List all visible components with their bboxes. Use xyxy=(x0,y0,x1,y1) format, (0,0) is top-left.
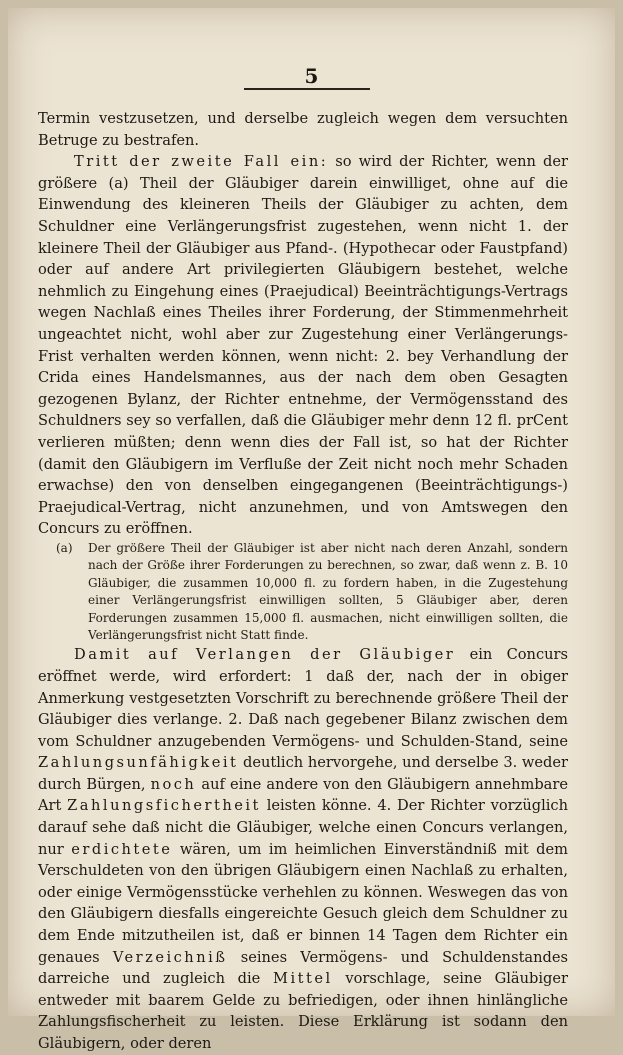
paragraph-1: Termin vestzusetzen, und derselbe zugleich wegen dem versuchten Betruge zu bestrafen. xyxy=(38,110,568,149)
paragraph-3-part-d: leisten könne. 4. Der Richter vorzüglich darauf sehe daß nicht die Gläubiger, welche einen Concurs verlangen, nur xyxy=(38,797,568,858)
term-zahlungssicherheit: Zahlungsfichertheit xyxy=(67,797,261,815)
paragraph-2-text: so wird der Richter, wenn der größere (a) Theil der Gläubiger darein einwilliget, ohne auf die Einwendung des kleineren Theils der Gläubiger zu achten, dem Schuldner eine Verlängerungsfrist zugestehen, wenn nicht 1. der kleinere Theil der Gläubiger aus Pfand-. (Hypothecar oder Faustpfand) oder auf andere Art privilegierten Gläubigern bestehet, welche nehmlich zu Eingehung eines (Praejudical) Beeinträchtigungs-Vertrags wegen Nachlaß eines Theiles ihrer Forderung, der Stimmenmehrheit ungeachtet nicht, wohl aber zur Zugestehung einer Verlängerungs-Frist verhalten werden können, wenn nicht: 2. bey Verhandlung der Crida eines Handelsmannes, aus der nach dem oben Gesagten gezogenen Bylanz, der Richter entnehme, der Vermögensstand des Schuldners sey so verfallen, daß die Gläubiger mehr denn 12 fl. prCent verlieren müßten; denn wenn dies der Fall ist, so hat der Richter (damit den Gläubigern im Verfluße der Zeit nicht noch mehr Schaden erwachse) den von denselben eingegangenen (Beeinträchtigungs-) Praejudical-Vertrag, nicht anzunehmen, und von Amtswegen den Concurs zu eröffnen. xyxy=(38,153,568,538)
paragraph-2 xyxy=(38,151,568,540)
paragraph-3-part-c: auf eine andere von den Gläubigern annehmbare Art xyxy=(38,775,568,815)
paragraph-3-part-g: vorschlage, seine Gläubiger entweder mit baarem Gelde zu befriedigen, oder ihnen hinlängliche Zahlungsfischerheit zu leisten. Diese Erklärung ist sodann den Gläubigern, oder deren xyxy=(38,970,568,1052)
paragraph-3-part-b: deutlich hervorgehe, und derselbe 3. weder durch Bürgen, xyxy=(38,754,568,793)
footnote xyxy=(38,540,568,644)
paragraph-3-lead: Damit auf Verlangen der Gläubiger xyxy=(74,646,456,664)
header-rule xyxy=(244,88,370,90)
paragraph-2-lead: Tritt der zweite Fall ein: xyxy=(74,153,329,171)
body-text xyxy=(38,108,568,1055)
term-zahlungsunfaehigkeit: Zahlungsunfähigkeit xyxy=(38,754,239,772)
paragraph-3-part-e: wären, um im heimlichen Einverständniß mit dem Verschuldeten von den übrigen Gläubigern einen Nachlaß zu erhalten, oder einige Vermögensstücke verhehlen zu können. Weswegen das von den Gläubigern diesfalls eingereichte Gesuch gleich dem Schuldner zu dem Ende mitzutheilen ist, daß er binnen 14 Tagen dem Richter ein genaues xyxy=(38,840,569,966)
paragraph-3-part-f: seines Vermögens- und Schuldenstandes darreiche und zugleich die xyxy=(38,948,569,988)
book-page xyxy=(8,8,615,1052)
page-number: 5 xyxy=(304,64,319,88)
footnote-text: Der größere Theil der Gläubiger ist aber nicht nach deren Anzahl, sondern nach der Größe ihrer Forderungen zu berechnen, so zwar, daß wenn z. B. 10 Gläubiger, die zusammen 10,000 fl. zu fordern haben, in die Zugestehung einer Verlängerungsfrist einwilligen sollten, 5 Gläubiger aber, deren Forderungen zusammen 15,000 fl. ausmachen, nicht einwilligen sollten, die Verlängerungsfrist nicht Statt finde. xyxy=(88,540,568,642)
term-verzeichniss: Verzeichniß xyxy=(112,948,228,966)
term-noch: noch xyxy=(150,775,197,793)
footnote-marker: (a) xyxy=(56,540,73,555)
term-erdichtete: erdichtete xyxy=(71,840,173,858)
term-mittel: Mittel xyxy=(273,970,333,988)
paragraph-3-part-a: ein Concurs eröffnet werde, wird erfordert: 1 daß der, nach der in obiger Anmerkung vestgesetzten Vorschrift zu berechnende größere Theil der Gläubiger dies verlange. 2. Daß nach gegebener Bilanz zwischen dem vom Schuldner anzugebenden Vermögens- und Schulden-Stand, seine xyxy=(38,646,568,750)
paragraph-3 xyxy=(38,644,568,1054)
